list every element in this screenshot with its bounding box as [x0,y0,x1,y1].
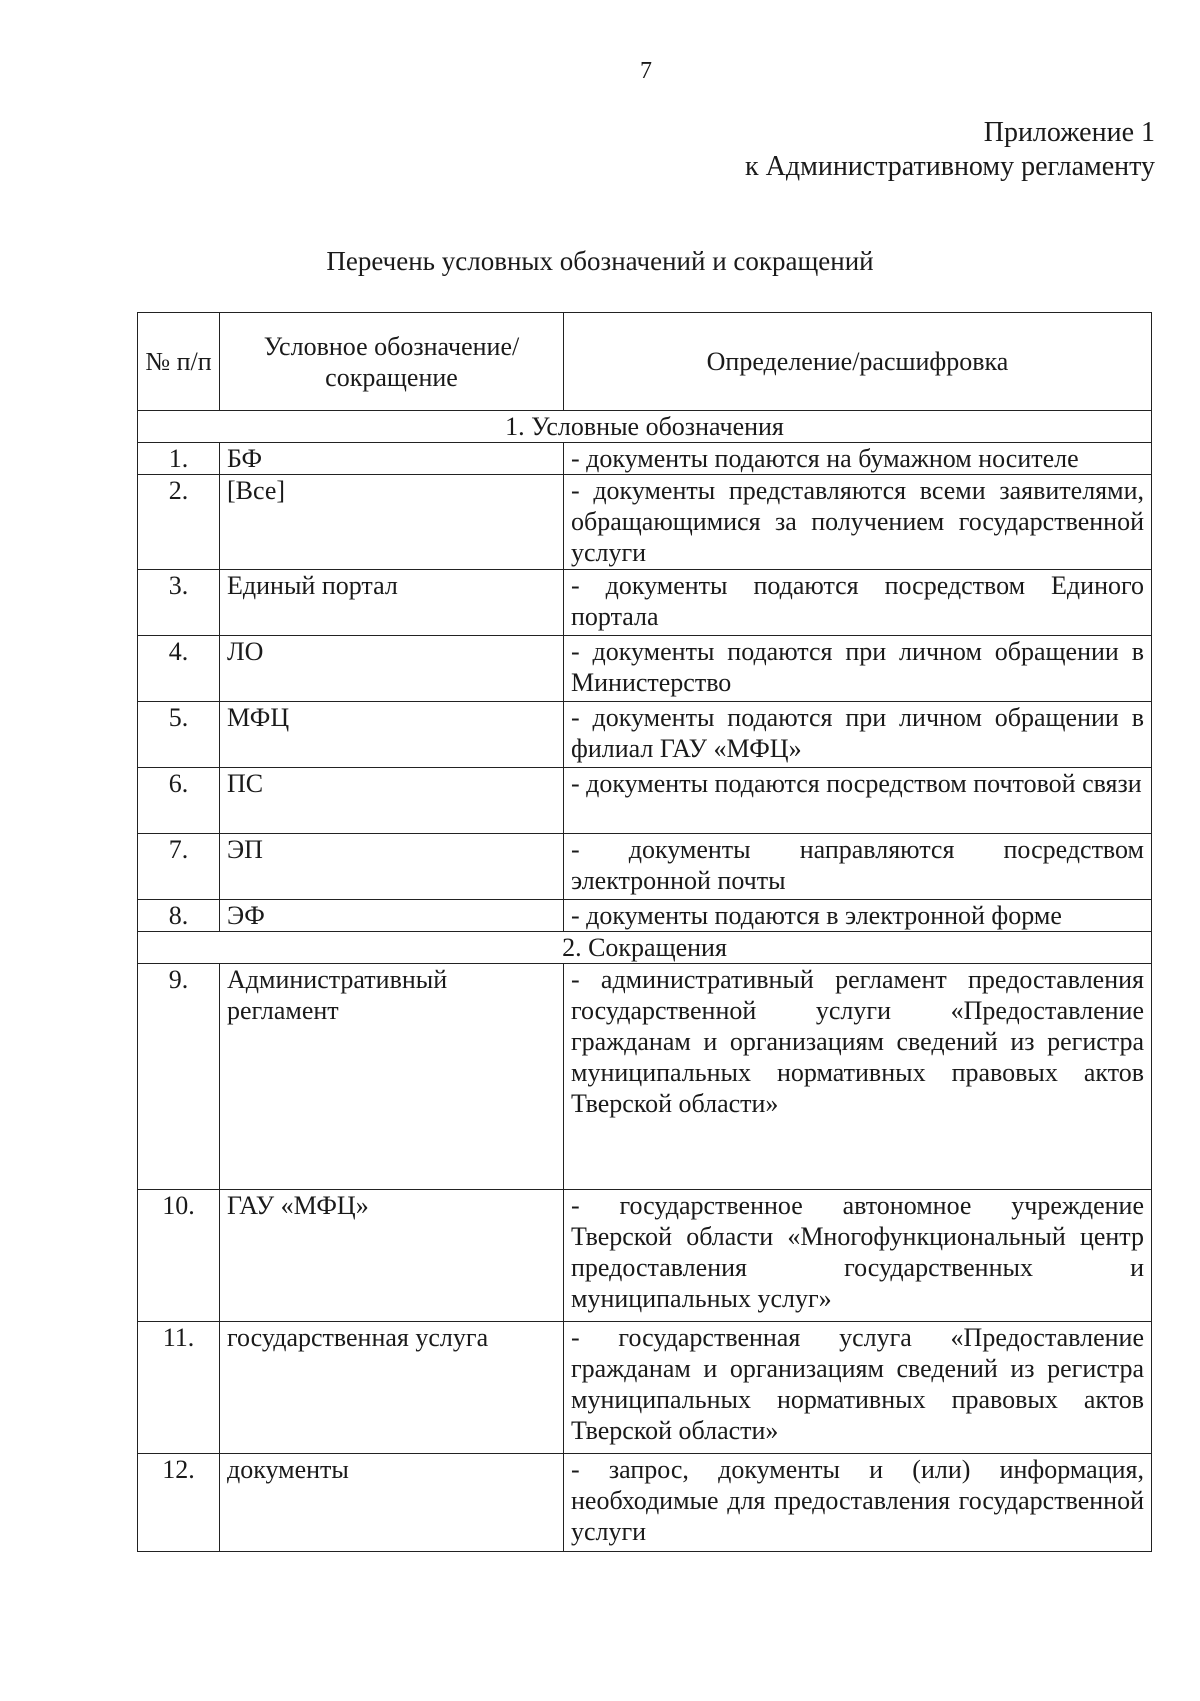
row-number: 8. [138,900,220,932]
row-definition: - документы подаются при личном обращении в филиал ГАУ «МФЦ» [564,702,1152,768]
row-number: 1. [138,443,220,475]
header-number: № п/п [138,313,220,411]
appendix-line-2: к Административному регламенту [745,151,1155,182]
row-number: 3. [138,570,220,636]
row-abbreviation: БФ [220,443,564,475]
appendix-caption [745,116,1155,184]
table-row [138,900,1152,932]
page-number: 7 [640,58,652,84]
row-definition: - документы подаются посредством Единого портала [564,570,1152,636]
section-title: 2. Сокращения [138,932,1152,964]
table-row [138,964,1152,1190]
table-row [138,636,1152,702]
table-row [138,768,1152,834]
row-definition: - административный регламент предоставления государственной услуги «Предоставление гражданам и организациям сведений из регистра муниципальных нормативных правовых актов Тверской области» [564,964,1152,1190]
row-number: 6. [138,768,220,834]
row-definition: - государственное автономное учреждение Тверской области «Многофункциональный центр предоставления государственных и муниципальных услуг» [564,1190,1152,1322]
row-abbreviation: МФЦ [220,702,564,768]
table-row [138,702,1152,768]
header-definition: Определение/расшифровка [564,313,1152,411]
table-row [138,1454,1152,1552]
header-abbreviation: Условное обозначение/сокращение [220,313,564,411]
row-number: 10. [138,1190,220,1322]
table-row [138,475,1152,570]
row-abbreviation: ЭФ [220,900,564,932]
row-abbreviation: Единый портал [220,570,564,636]
row-definition: - документы направляются посредством электронной почты [564,834,1152,900]
row-number: 9. [138,964,220,1190]
row-definition: - запрос, документы и (или) информация, необходимые для предоставления государственной услуги [564,1454,1152,1552]
row-definition: - документы подаются в электронной форме [564,900,1152,932]
row-abbreviation: ЛО [220,636,564,702]
row-abbreviation: документы [220,1454,564,1552]
row-number: 2. [138,475,220,570]
row-definition: - документы подаются при личном обращении в Министерство [564,636,1152,702]
row-definition: - государственная услуга «Предоставление гражданам и организациям сведений из регистра муниципальных нормативных правовых актов Тверской области» [564,1322,1152,1454]
row-abbreviation: государственная услуга [220,1322,564,1454]
section-title: 1. Условные обозначения [138,411,1152,443]
abbreviations-table [137,312,1152,1552]
row-definition: - документы представляются всеми заявителями, обращающимися за получением государственной услуги [564,475,1152,570]
row-number: 11. [138,1322,220,1454]
document-title: Перечень условных обозначений и сокращений [326,246,874,276]
table-row [138,570,1152,636]
row-abbreviation: ПС [220,768,564,834]
row-abbreviation: ГАУ «МФЦ» [220,1190,564,1322]
row-number: 7. [138,834,220,900]
row-definition: - документы подаются на бумажном носителе [564,443,1152,475]
table-row [138,1322,1152,1454]
table-row [138,834,1152,900]
row-abbreviation: Административный регламент [220,964,564,1190]
appendix-line-1: Приложение 1 [983,117,1155,148]
row-definition: - документы подаются посредством почтовой связи [564,768,1152,834]
row-number: 5. [138,702,220,768]
table-row [138,1190,1152,1322]
row-number: 4. [138,636,220,702]
table-row [138,443,1152,475]
row-abbreviation: [Все] [220,475,564,570]
row-number: 12. [138,1454,220,1552]
row-abbreviation: ЭП [220,834,564,900]
